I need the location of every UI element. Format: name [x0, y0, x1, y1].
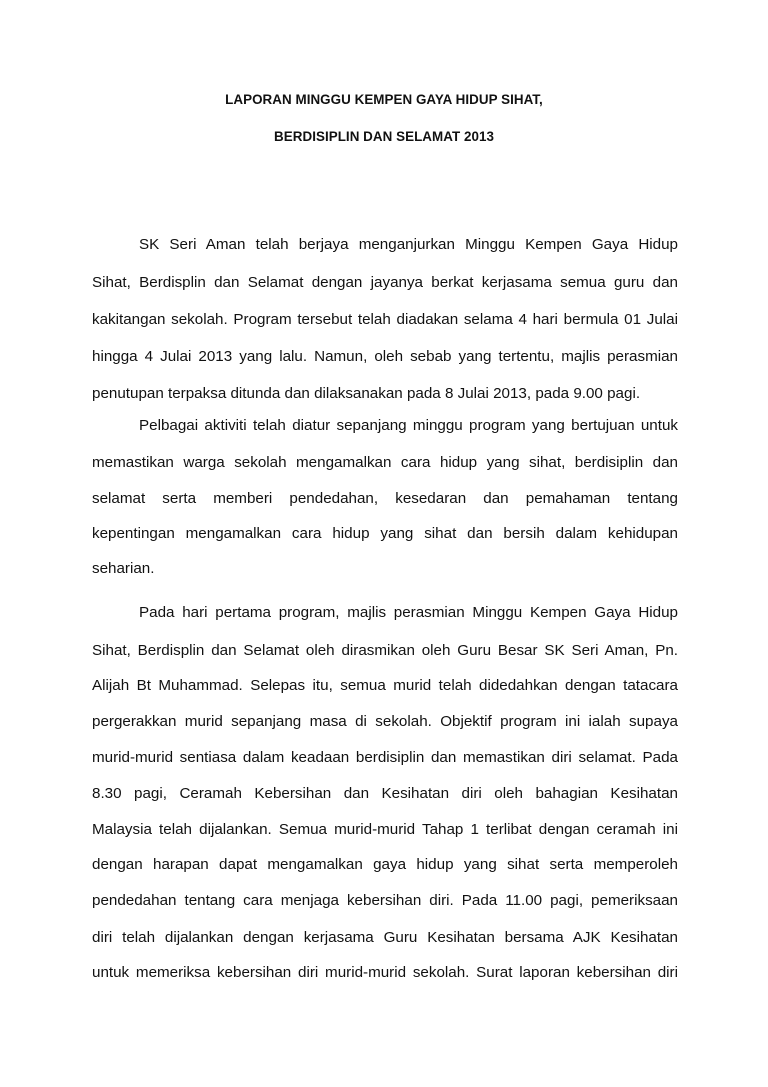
- paragraph-3-line-11: untuk memeriksa kebersihan diri murid-murid sekolah. Surat laporan kebersihan diri: [92, 964, 678, 981]
- paragraph-2-line-5: seharian.: [92, 560, 155, 577]
- paragraph-2-line-4: kepentingan mengamalkan cara hidup yang sihat dan bersih dalam kehidupan: [92, 525, 678, 542]
- paragraph-2-line-1: Pelbagai aktiviti telah diatur sepanjang minggu program yang bertujuan untuk: [139, 417, 678, 434]
- paragraph-2-line-2: memastikan warga sekolah mengamalkan cara hidup yang sihat, berdisiplin dan: [92, 454, 678, 471]
- paragraph-1-line-2: Sihat, Berdisplin dan Selamat dengan jayanya berkat kerjasama semua guru dan: [92, 274, 678, 291]
- paragraph-1-line-3: kakitangan sekolah. Program tersebut telah diadakan selama 4 hari bermula 01 Julai: [92, 311, 678, 328]
- paragraph-3-line-5: murid-murid sentiasa dalam keadaan berdisiplin dan memastikan diri selamat. Pada: [92, 749, 678, 766]
- document-title-line-1: LAPORAN MINGGU KEMPEN GAYA HIDUP SIHAT,: [225, 92, 543, 107]
- paragraph-1-line-4: hingga 4 Julai 2013 yang lalu. Namun, oleh sebab yang tertentu, majlis perasmian: [92, 348, 678, 365]
- paragraph-1-line-5: penutupan terpaksa ditunda dan dilaksanakan pada 8 Julai 2013, pada 9.00 pagi.: [92, 385, 641, 402]
- paragraph-3-line-6: 8.30 pagi, Ceramah Kebersihan dan Kesihatan diri oleh bahagian Kesihatan: [92, 785, 678, 802]
- document-title-line-2: BERDISIPLIN DAN SELAMAT 2013: [274, 129, 494, 144]
- paragraph-2-line-3: selamat serta memberi pendedahan, kesedaran dan pemahaman tentang: [92, 490, 678, 507]
- paragraph-3-line-9: pendedahan tentang cara menjaga kebersihan diri. Pada 11.00 pagi, pemeriksaan: [92, 892, 678, 909]
- paragraph-3-line-4: pergerakkan murid sepanjang masa di sekolah. Objektif program ini ialah supaya: [92, 713, 678, 730]
- paragraph-3-line-10: diri telah dijalankan dengan kerjasama Guru Kesihatan bersama AJK Kesihatan: [92, 929, 678, 946]
- paragraph-3-line-7: Malaysia telah dijalankan. Semua murid-murid Tahap 1 terlibat dengan ceramah ini: [92, 821, 678, 838]
- paragraph-3-line-1: Pada hari pertama program, majlis perasmian Minggu Kempen Gaya Hidup: [139, 604, 678, 621]
- paragraph-3-line-3: Alijah Bt Muhammad. Selepas itu, semua murid telah didedahkan dengan tatacara: [92, 677, 678, 694]
- paragraph-3-line-8: dengan harapan dapat mengamalkan gaya hidup yang sihat serta memperoleh: [92, 856, 678, 873]
- paragraph-3-line-2: Sihat, Berdisplin dan Selamat oleh dirasmikan oleh Guru Besar SK Seri Aman, Pn.: [92, 642, 678, 659]
- paragraph-1-line-1: SK Seri Aman telah berjaya menganjurkan Minggu Kempen Gaya Hidup: [139, 236, 678, 253]
